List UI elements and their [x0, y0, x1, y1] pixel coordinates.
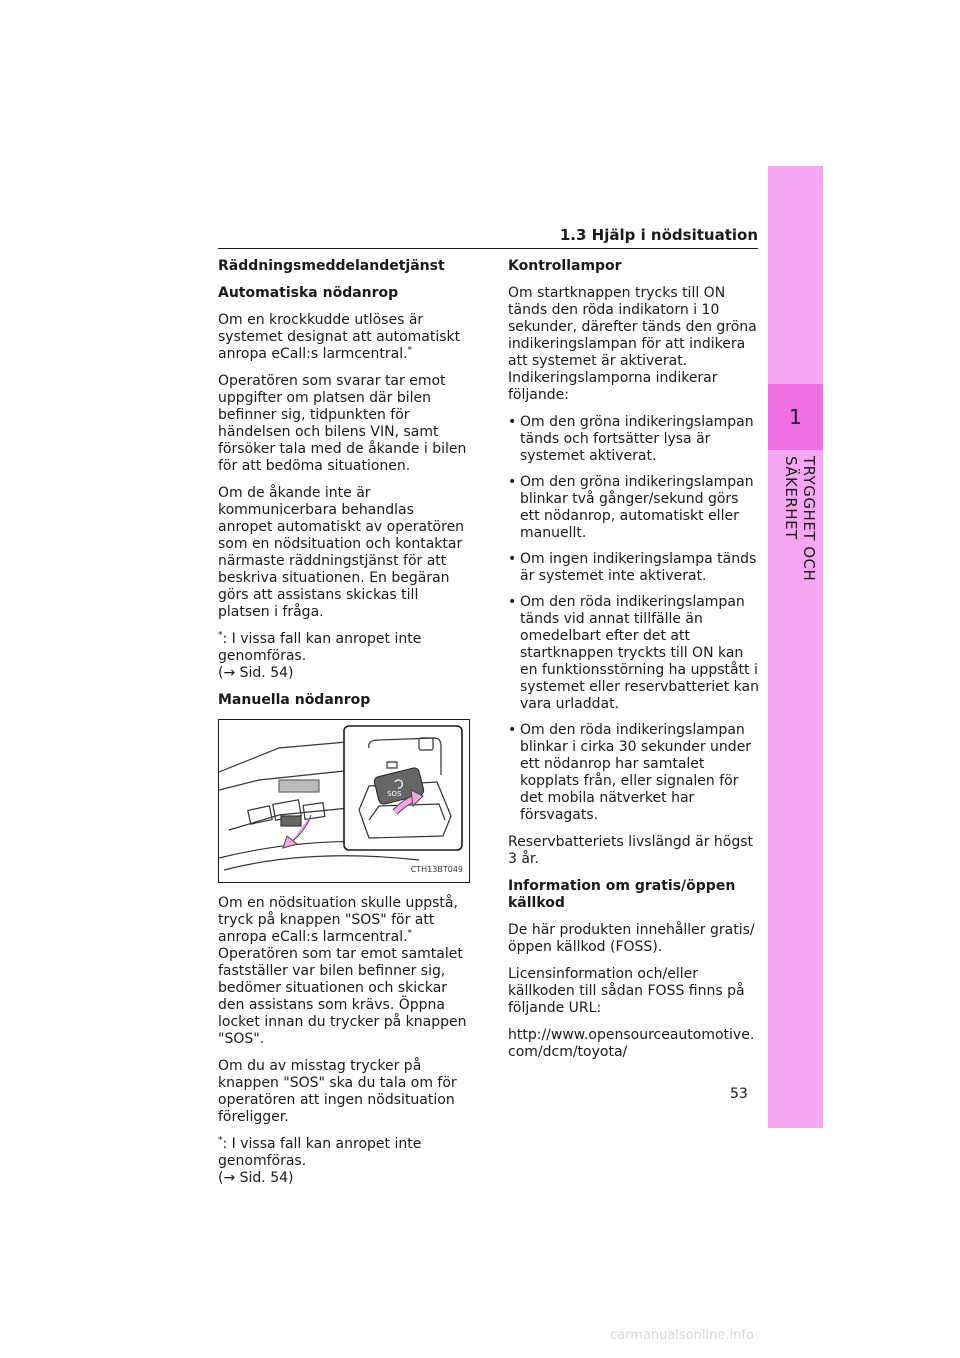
paragraph-manual-sos: Om en nödsituation skulle uppstå, tryck på knappen "SOS" för att anropa eCall:s larmcentral.* Operatören som tar emot samtalet fastställer var bilen befinner sig, bedömer situationen och skickar den assistans som krävs. Öppna locket innan du trycker på knappen "SOS". — [218, 895, 467, 1047]
figure-code: CTH13BT049 — [410, 865, 463, 874]
watermark: carmanualsonline.info — [610, 1328, 754, 1343]
heading-indicator-lamps: Kontrollampor — [508, 258, 622, 274]
list-item: • Om den röda indikeringslampan tänds vid annat tillfälle än omedelbart efter det att startknappen tryckts till ON kan en funktionsstörning ha uppstått i systemet eller reservbatteriet kan vara urladdat. — [508, 594, 760, 713]
paragraph-license: Licensinformation och/eller källkoden till sådan FOSS finns på följande URL: — [508, 966, 745, 1016]
indicator-list — [508, 414, 760, 824]
list-item: • Om den gröna indikeringslampan tänds och fortsätter lysa är systemet aktiverat. — [508, 414, 760, 465]
list-item: • Om den röda indikeringslampan blinkar i cirka 30 sekunder under ett nödanrop har samtalet kopplats från, eller signalen för det mobila nätverket har försvagats. — [508, 722, 760, 824]
paragraph-airbag: Om en krockkudde utlöses är systemet designat att automatiskt anropa eCall:s larmcentral.* — [218, 312, 461, 362]
list-item: • Om den gröna indikeringslampan blinkar två gånger/sekund görs ett nödanrop, automatiskt eller manuellt. — [508, 474, 760, 542]
page-number: 53 — [730, 1086, 748, 1102]
section-header: 1.3 Hjälp i nödsituation — [218, 226, 758, 249]
svg-text:SOS: SOS — [387, 790, 402, 798]
chapter-label: TRYGGHET OCH SÄKERHET — [782, 456, 818, 582]
list-item: • Om ingen indikeringslampa tänds är systemet inte aktiverat. — [508, 551, 760, 585]
right-column — [508, 258, 760, 1071]
page-reference-link[interactable]: (→ Sid. 54) — [218, 1170, 294, 1186]
heading-rescue-service: Räddningsmeddelandetjänst — [218, 258, 445, 274]
paragraph-foss: De här produkten innehåller gratis/öppen källkod (FOSS). — [508, 922, 755, 955]
chapter-number: 1 — [768, 384, 823, 450]
paragraph-uncommunicative: Om de åkande inte är kommunicerbara behandlas anropet automatiskt av operatören som en nödsituation och kontaktar närmaste räddningstjänst för att beskriva situationen. En begäran görs att assistans skickas till platsen i fråga. — [218, 485, 465, 620]
subheading-manual-calls: Manuella nödanrop — [218, 692, 371, 708]
overhead-console-drawing — [219, 720, 469, 882]
heading-open-source: Information om gratis/öppen källkod — [508, 878, 736, 911]
paragraph-operator: Operatören som svarar tar emot uppgifter om platsen där bilen befinner sig, tidpunkten för händelsen och bilens VIN, samt försöker tala med de åkande i bilen för att bedöma situationen. — [218, 373, 467, 474]
paragraph-battery: Reservbatteriets livslängd är högst 3 år. — [508, 834, 754, 867]
page-reference-link[interactable]: (→ Sid. 54) — [218, 665, 294, 681]
subheading-automatic-calls: Automatiska nödanrop — [218, 285, 399, 301]
paragraph-mistake: Om du av misstag trycker på knappen "SOS" ska du tala om för operatören att ingen nödsituation föreligger. — [218, 1058, 457, 1125]
license-url-link[interactable]: http://www.opensourceautomotive.com/dcm/toyota/ — [508, 1027, 755, 1060]
sos-button-illustration — [218, 719, 470, 883]
footnote-1: *: I vissa fall kan anropet inte genomföras. (→ Sid. 54) — [218, 630, 422, 681]
footnote-2: *: I vissa fall kan anropet inte genomföras. (→ Sid. 54) — [218, 1135, 422, 1186]
paragraph-start-button: Om startknappen trycks till ON tänds den röda indikatorn i 10 sekunder, därefter tänds den gröna indikeringslampan för att indikera att systemet är aktiverat. Indikeringslamporna indikerar följande: — [508, 285, 757, 403]
left-column — [218, 258, 470, 1197]
